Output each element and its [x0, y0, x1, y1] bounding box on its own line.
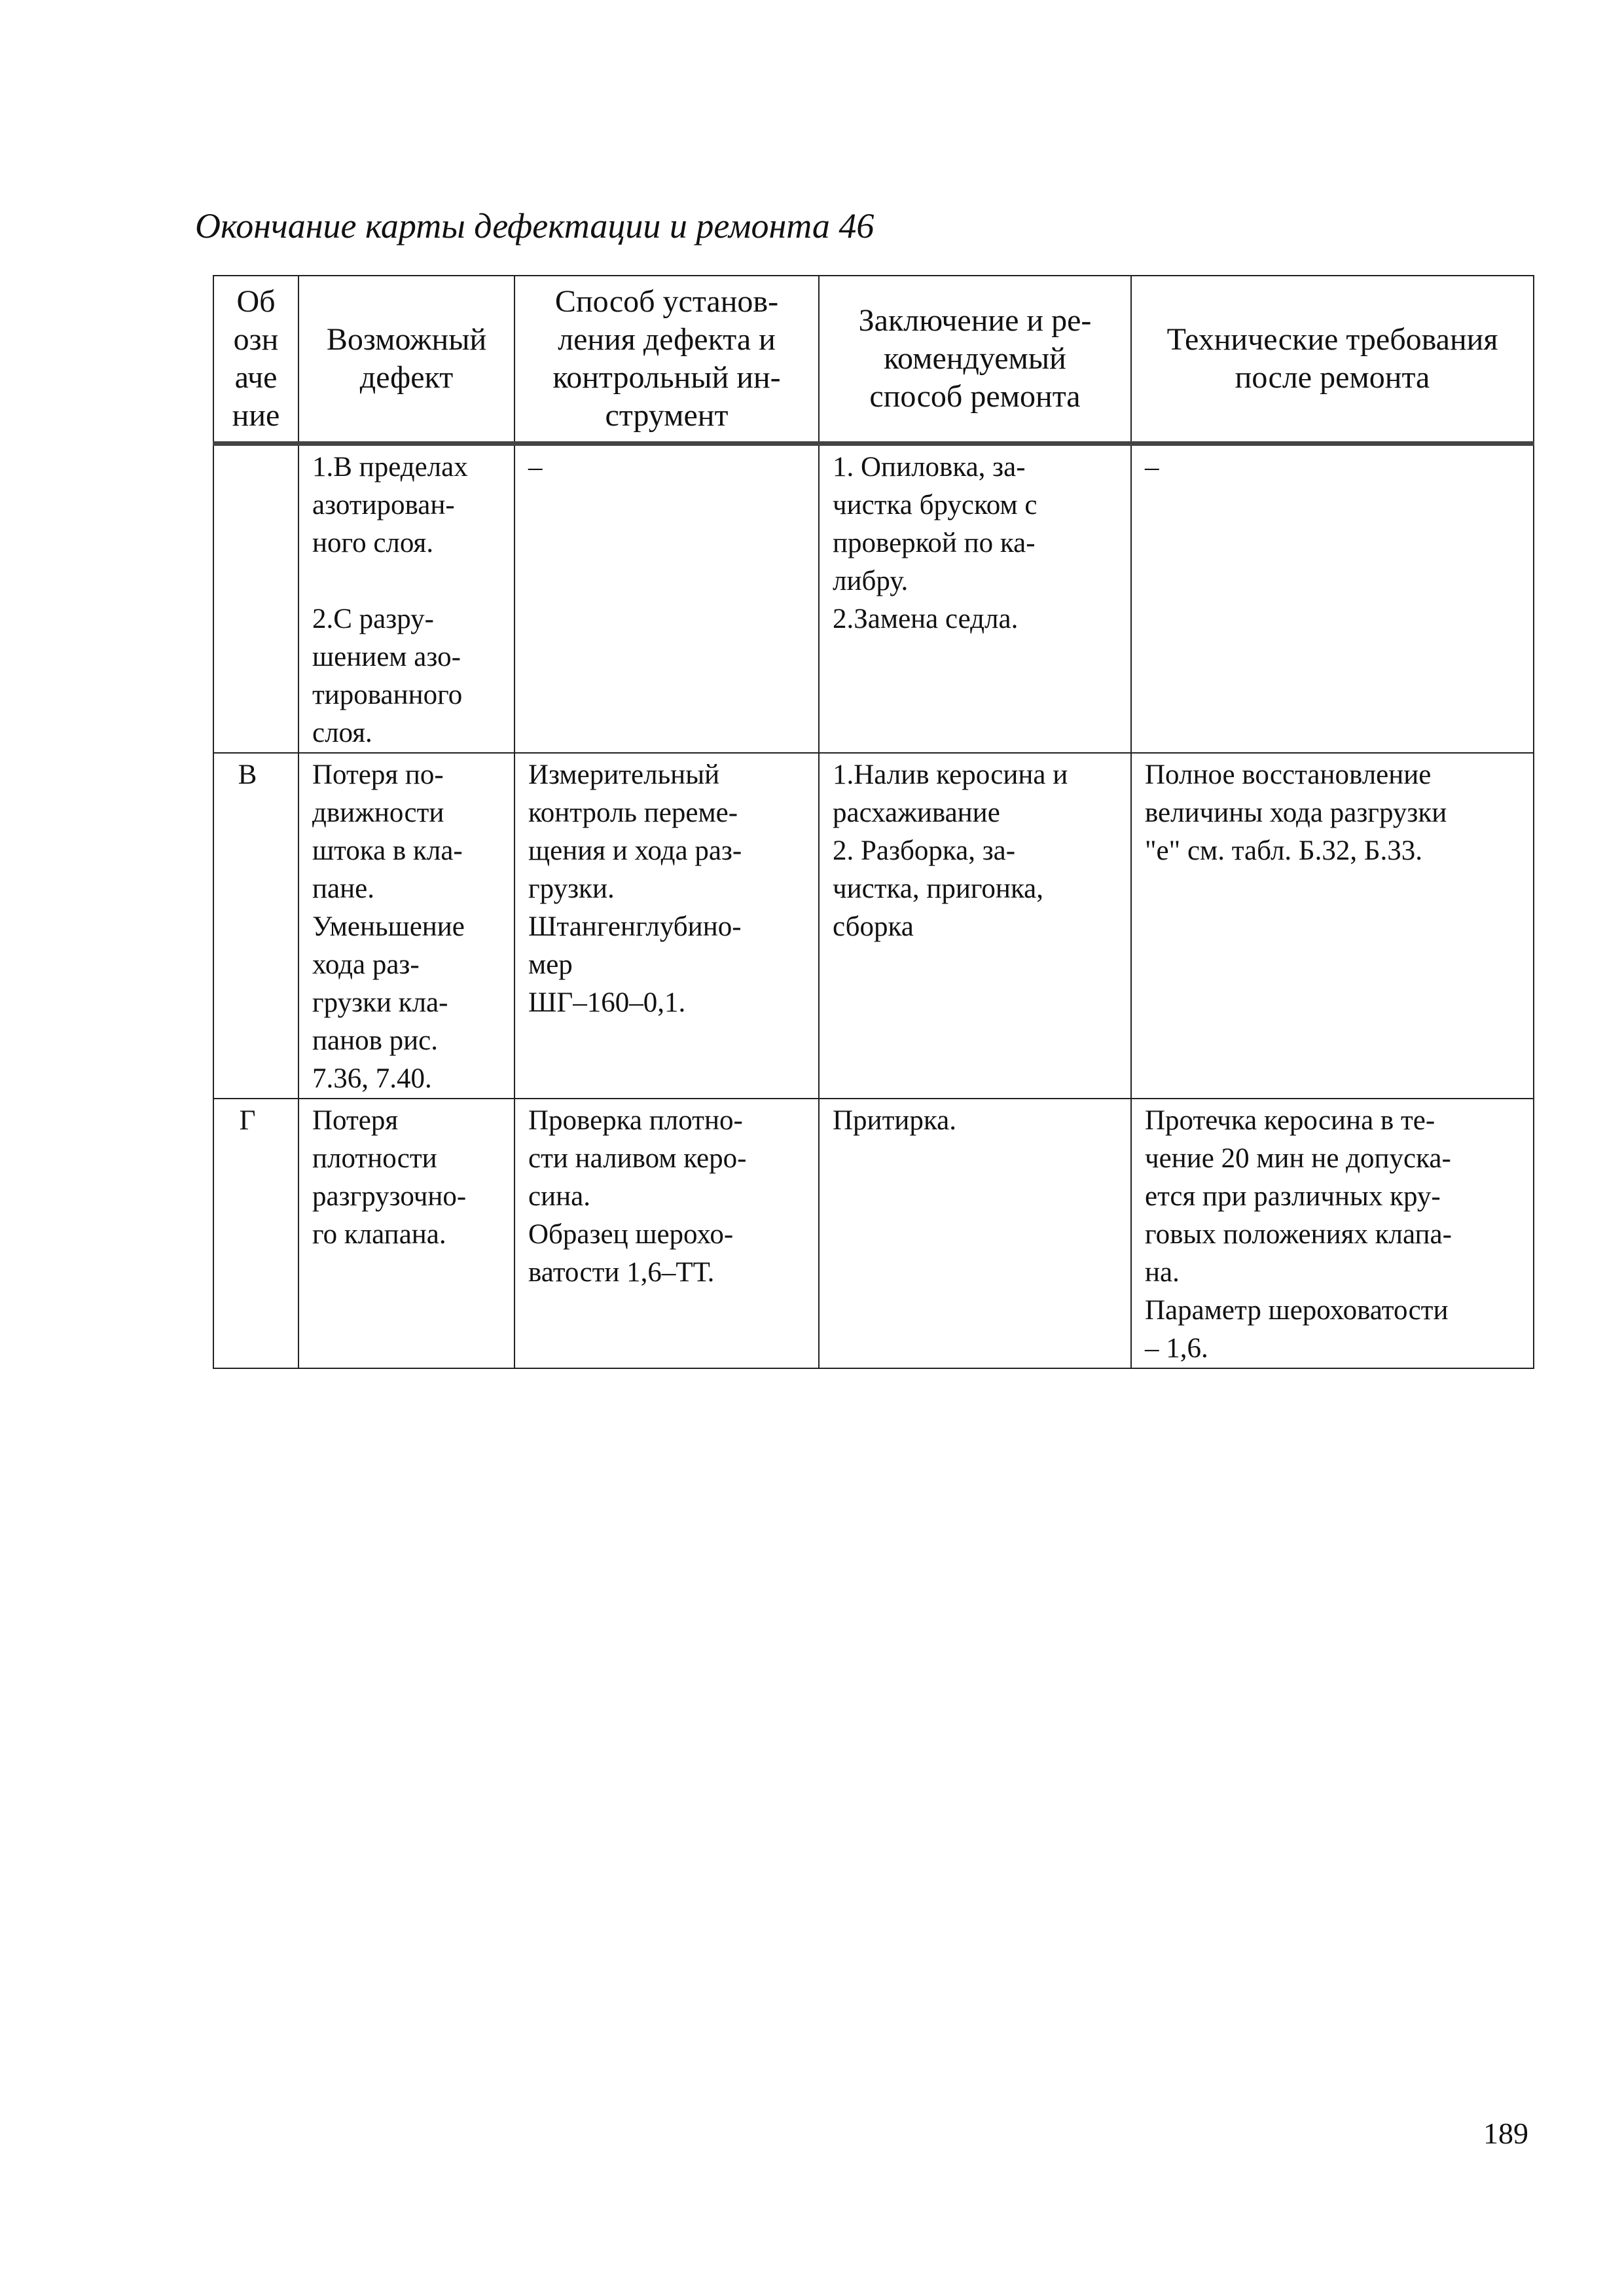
cell-conclusion-repair: 1.Налив керосина и расхаживание 2. Разборка, за- чистка, пригонка, сборка: [819, 753, 1131, 1099]
cell-technical-requirements: Протечка керосина в те- чение 20 мин не допуска- ется при различных кру- говых положениях клапа- на. Параметр шероховатости – 1,6.: [1131, 1099, 1534, 1368]
cell-detection-method: –: [514, 444, 819, 754]
cell-designation: Г: [213, 1099, 298, 1368]
header-technical-requirements: Технические требования после ремонта: [1131, 276, 1534, 444]
header-possible-defect: Возможный дефект: [298, 276, 514, 444]
table-row: [213, 444, 1534, 754]
table-caption: Окончание карты дефектации и ремонта 46: [195, 206, 875, 246]
cell-conclusion-repair: Притирка.: [819, 1099, 1131, 1368]
defect-repair-table: [213, 275, 1534, 1369]
table-row: [213, 1099, 1534, 1368]
cell-detection-method: Измерительный контроль переме- щения и хода раз- грузки. Штангенглубино- мер ШГ–160–0,1.: [514, 753, 819, 1099]
header-designation: Об озн аче ние: [213, 276, 298, 444]
cell-possible-defect: Потеря плотности разгрузочно- го клапана.: [298, 1099, 514, 1368]
cell-conclusion-repair: 1. Опиловка, за- чистка бруском с проверкой по ка- либру. 2.Замена седла.: [819, 444, 1131, 754]
header-conclusion-repair: Заключение и ре- комендуемый способ ремонта: [819, 276, 1131, 444]
cell-technical-requirements: Полное восстановление величины хода разгрузки "е" см. табл. Б.32, Б.33.: [1131, 753, 1534, 1099]
cell-possible-defect: 1.В пределах азотирован- ного слоя. 2.С разру- шением азо- тированного слоя.: [298, 444, 514, 754]
page-number: 189: [1483, 2117, 1528, 2150]
header-detection-method: Способ установ- ления дефекта и контрольный ин- струмент: [514, 276, 819, 444]
cell-technical-requirements: –: [1131, 444, 1534, 754]
cell-possible-defect: Потеря по- движности штока в кла- пане. Уменьшение хода раз- грузки кла- панов рис. 7.36, 7.40.: [298, 753, 514, 1099]
cell-designation: [213, 444, 298, 754]
cell-designation: В: [213, 753, 298, 1099]
table-header-row: [213, 276, 1534, 444]
cell-detection-method: Проверка плотно- сти наливом керо- сина. Образец шерохо- ватости 1,6–ТТ.: [514, 1099, 819, 1368]
table-row: [213, 753, 1534, 1099]
